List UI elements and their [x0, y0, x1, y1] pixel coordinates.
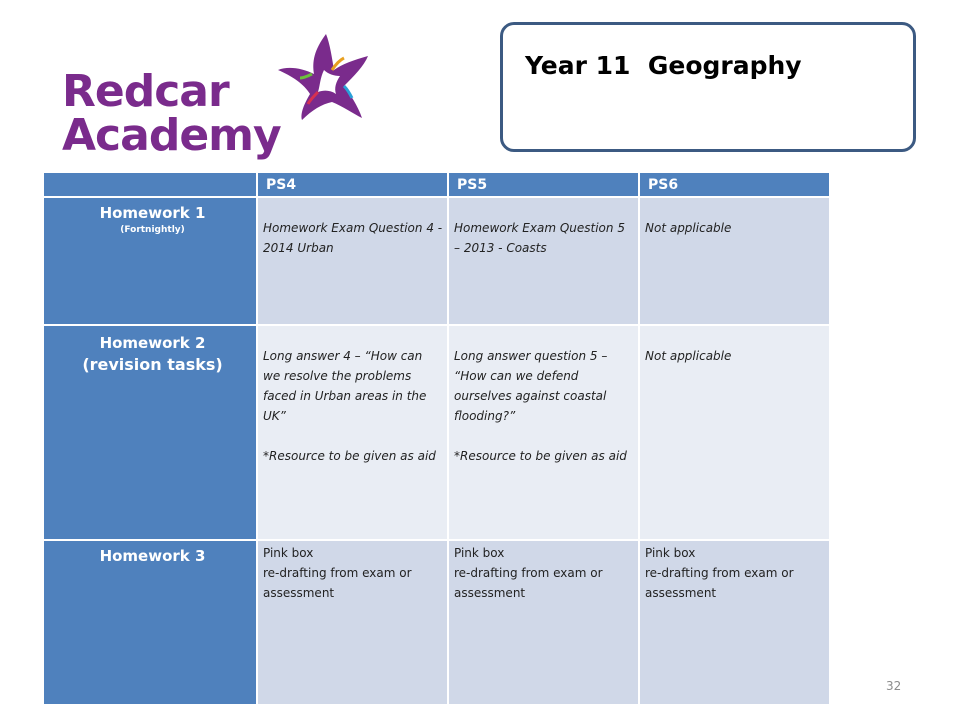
table-cell	[448, 540, 639, 705]
cell-text: Pink box re-drafting from exam or assessment	[263, 546, 412, 600]
header-cell-empty	[43, 172, 257, 197]
homework-table	[42, 171, 831, 706]
table-header-row	[43, 172, 830, 197]
star-logo-icon	[274, 30, 370, 122]
table-cell	[639, 325, 830, 540]
header-cell-ps6: PS6	[639, 172, 830, 197]
table-row	[43, 197, 830, 325]
redcar-academy-logo	[62, 30, 372, 160]
table-cell	[257, 197, 448, 325]
table-row	[43, 325, 830, 540]
row-label: Homework 1	[99, 204, 206, 222]
title-box	[500, 22, 916, 152]
row-label: Homework 3	[99, 547, 206, 565]
row-sublabel: (Fortnightly)	[120, 225, 185, 235]
table-cell	[639, 540, 830, 705]
header-cell-ps4: PS4	[257, 172, 448, 197]
header-cell-ps5: PS5	[448, 172, 639, 197]
logo-text-academy: Academy	[62, 110, 281, 161]
page-number: 32	[886, 679, 902, 693]
logo-text-redcar: Redcar	[62, 66, 229, 117]
row-sublabel: (revision tasks)	[82, 355, 223, 374]
table-cell	[257, 325, 448, 540]
row-header-homework-2	[43, 325, 257, 540]
cell-text: Pink box re-drafting from exam or assessment	[454, 546, 603, 600]
row-header-homework-1	[43, 197, 257, 325]
cell-text: Not applicable	[645, 221, 732, 235]
table-cell	[257, 540, 448, 705]
cell-text: Long answer question 5 – “How can we defend ourselves against coastal flooding?” *Resource to be given as aid	[454, 349, 627, 463]
table-cell	[448, 325, 639, 540]
cell-text: Long answer 4 – “How can we resolve the problems faced in Urban areas in the UK” *Resource to be given as aid	[263, 349, 436, 463]
cell-text: Homework Exam Question 5 – 2013 - Coasts	[454, 221, 625, 255]
table-cell	[448, 197, 639, 325]
cell-text: Homework Exam Question 4 - 2014 Urban	[263, 221, 443, 255]
page-title: Year 11 Geography	[525, 51, 802, 80]
row-label: Homework 2	[99, 334, 206, 352]
row-header-homework-3	[43, 540, 257, 705]
table-cell	[639, 197, 830, 325]
cell-text: Not applicable	[645, 349, 732, 363]
cell-text: Pink box re-drafting from exam or assessment	[645, 546, 794, 600]
table-row	[43, 540, 830, 705]
